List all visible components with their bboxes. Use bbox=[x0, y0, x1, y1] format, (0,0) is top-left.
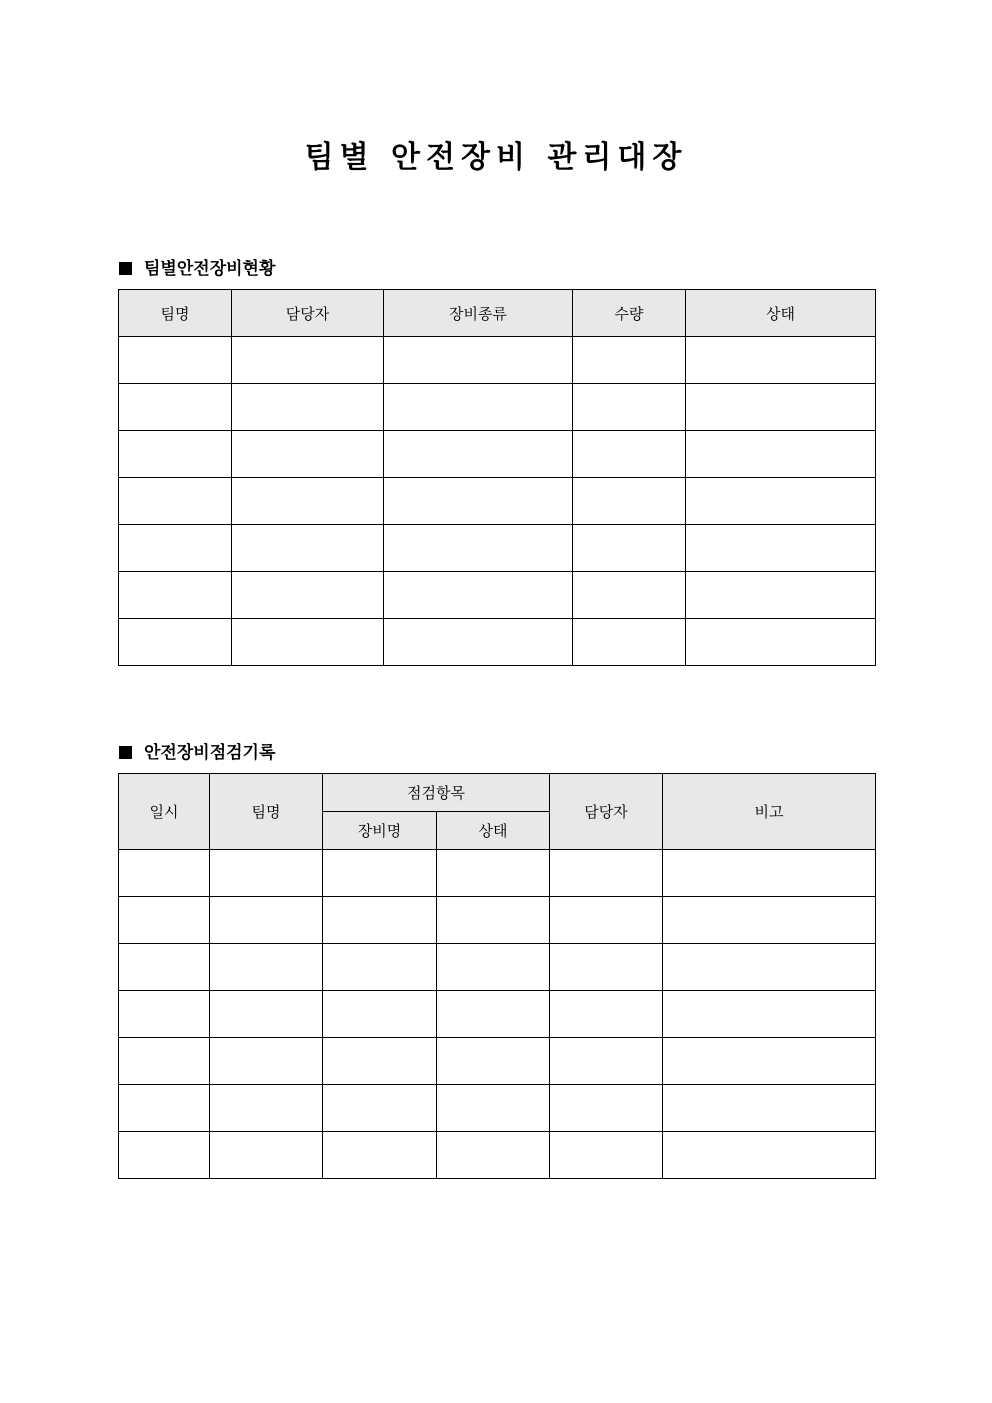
table-cell[interactable] bbox=[119, 525, 232, 572]
table-cell[interactable] bbox=[550, 897, 663, 944]
col-header-team: 팀명 bbox=[210, 774, 323, 850]
table-cell[interactable] bbox=[550, 1132, 663, 1179]
table-header-row bbox=[119, 774, 876, 812]
table-cell[interactable] bbox=[323, 1085, 437, 1132]
table-cell[interactable] bbox=[119, 850, 210, 897]
table-cell[interactable] bbox=[384, 572, 573, 619]
col-header-equipment-type: 장비종류 bbox=[384, 290, 573, 337]
table-row bbox=[119, 1132, 876, 1179]
col-header-status: 상태 bbox=[437, 812, 550, 850]
table-cell[interactable] bbox=[232, 478, 384, 525]
table-cell[interactable] bbox=[323, 897, 437, 944]
table-cell[interactable] bbox=[663, 944, 876, 991]
table-cell[interactable] bbox=[686, 619, 876, 666]
table-cell[interactable] bbox=[210, 944, 323, 991]
table-cell[interactable] bbox=[686, 384, 876, 431]
table-cell[interactable] bbox=[550, 1038, 663, 1085]
table-row bbox=[119, 619, 876, 666]
table-cell[interactable] bbox=[437, 1085, 550, 1132]
col-header-remarks: 비고 bbox=[663, 774, 876, 850]
table-cell[interactable] bbox=[437, 944, 550, 991]
table-cell[interactable] bbox=[210, 850, 323, 897]
table-cell[interactable] bbox=[232, 384, 384, 431]
table-cell[interactable] bbox=[437, 1132, 550, 1179]
table-cell[interactable] bbox=[119, 897, 210, 944]
inspection-record-table bbox=[118, 773, 876, 1179]
table-cell[interactable] bbox=[573, 619, 686, 666]
table-row bbox=[119, 384, 876, 431]
table-cell[interactable] bbox=[232, 431, 384, 478]
table-cell[interactable] bbox=[232, 619, 384, 666]
table-cell[interactable] bbox=[573, 478, 686, 525]
table-row bbox=[119, 991, 876, 1038]
table-cell[interactable] bbox=[686, 478, 876, 525]
table-cell[interactable] bbox=[686, 572, 876, 619]
table-cell[interactable] bbox=[550, 850, 663, 897]
table-cell[interactable] bbox=[119, 1132, 210, 1179]
table-cell[interactable] bbox=[210, 1132, 323, 1179]
section2-heading bbox=[119, 738, 275, 763]
col-header-team: 팀명 bbox=[119, 290, 232, 337]
table-cell[interactable] bbox=[119, 1085, 210, 1132]
table-cell[interactable] bbox=[663, 897, 876, 944]
table-cell[interactable] bbox=[663, 1085, 876, 1132]
table-row bbox=[119, 897, 876, 944]
col-header-date: 일시 bbox=[119, 774, 210, 850]
table-cell[interactable] bbox=[119, 337, 232, 384]
table-cell[interactable] bbox=[323, 1038, 437, 1085]
table-cell[interactable] bbox=[437, 991, 550, 1038]
table-cell[interactable] bbox=[384, 337, 573, 384]
table-cell[interactable] bbox=[119, 478, 232, 525]
table-cell[interactable] bbox=[550, 1085, 663, 1132]
table-cell[interactable] bbox=[232, 572, 384, 619]
table-cell[interactable] bbox=[663, 991, 876, 1038]
table-cell[interactable] bbox=[232, 337, 384, 384]
table-row bbox=[119, 431, 876, 478]
table-cell[interactable] bbox=[119, 1038, 210, 1085]
table-row bbox=[119, 1038, 876, 1085]
table-cell[interactable] bbox=[573, 525, 686, 572]
table-cell[interactable] bbox=[210, 897, 323, 944]
table-cell[interactable] bbox=[550, 991, 663, 1038]
table-row bbox=[119, 944, 876, 991]
col-header-manager: 담당자 bbox=[550, 774, 663, 850]
table-cell[interactable] bbox=[119, 619, 232, 666]
table-cell[interactable] bbox=[663, 1132, 876, 1179]
table-cell[interactable] bbox=[119, 991, 210, 1038]
table-cell[interactable] bbox=[323, 850, 437, 897]
table-cell[interactable] bbox=[384, 478, 573, 525]
table-row bbox=[119, 337, 876, 384]
table-cell[interactable] bbox=[210, 1038, 323, 1085]
table-cell[interactable] bbox=[323, 944, 437, 991]
table-cell[interactable] bbox=[384, 384, 573, 431]
table-cell[interactable] bbox=[323, 1132, 437, 1179]
table-cell[interactable] bbox=[119, 944, 210, 991]
table-cell[interactable] bbox=[384, 431, 573, 478]
col-header-status: 상태 bbox=[686, 290, 876, 337]
table-cell[interactable] bbox=[119, 384, 232, 431]
table-cell[interactable] bbox=[384, 619, 573, 666]
table-cell[interactable] bbox=[550, 944, 663, 991]
table-row bbox=[119, 525, 876, 572]
table-cell[interactable] bbox=[323, 991, 437, 1038]
table-cell[interactable] bbox=[573, 431, 686, 478]
table-cell[interactable] bbox=[573, 384, 686, 431]
table-row bbox=[119, 850, 876, 897]
table-cell[interactable] bbox=[573, 572, 686, 619]
col-header-inspection-items: 점검항목 bbox=[323, 774, 550, 812]
table-cell[interactable] bbox=[210, 1085, 323, 1132]
equipment-status-table bbox=[118, 289, 876, 666]
table-cell[interactable] bbox=[573, 337, 686, 384]
table-cell[interactable] bbox=[663, 1038, 876, 1085]
table-cell[interactable] bbox=[210, 991, 323, 1038]
col-header-equipment-name: 장비명 bbox=[323, 812, 437, 850]
table-cell[interactable] bbox=[119, 431, 232, 478]
table-cell[interactable] bbox=[686, 337, 876, 384]
table-header-row bbox=[119, 290, 876, 337]
table-row bbox=[119, 478, 876, 525]
square-bullet-icon bbox=[119, 262, 132, 275]
document-title: 팀별 안전장비 관리대장 bbox=[304, 140, 688, 175]
square-bullet-icon bbox=[119, 746, 132, 759]
table-cell[interactable] bbox=[686, 525, 876, 572]
section1-heading bbox=[119, 254, 275, 279]
table-cell[interactable] bbox=[437, 1038, 550, 1085]
table-row bbox=[119, 1085, 876, 1132]
table-cell[interactable] bbox=[663, 850, 876, 897]
table-cell[interactable] bbox=[437, 850, 550, 897]
table-cell[interactable] bbox=[232, 525, 384, 572]
col-header-quantity: 수량 bbox=[573, 290, 686, 337]
table-cell[interactable] bbox=[437, 897, 550, 944]
table-row bbox=[119, 572, 876, 619]
table-cell[interactable] bbox=[119, 572, 232, 619]
section1-heading-text: 팀별안전장비현황 bbox=[144, 259, 276, 279]
table-cell[interactable] bbox=[384, 525, 573, 572]
col-header-manager: 담당자 bbox=[232, 290, 384, 337]
table-cell[interactable] bbox=[686, 431, 876, 478]
section2-heading-text: 안전장비점검기록 bbox=[144, 743, 276, 763]
